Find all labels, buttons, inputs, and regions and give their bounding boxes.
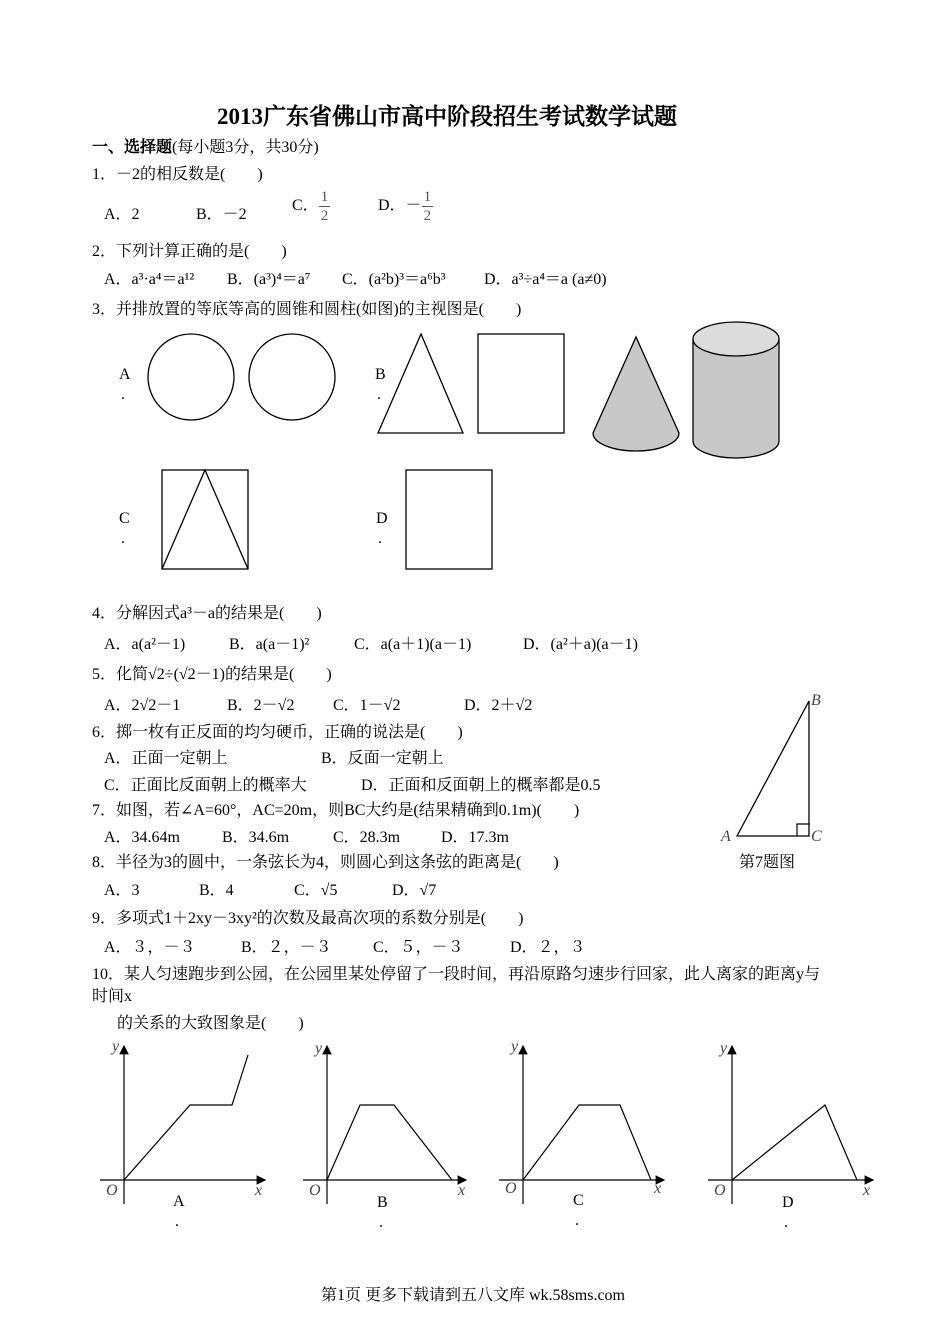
q7-option-b: B．34.6m (222, 829, 290, 846)
q7-label-a: A (721, 828, 731, 845)
section-note: (每小题3分，共30分) (172, 139, 319, 156)
q7-option-c: C．28.3m (333, 829, 401, 846)
page-footer: 第1页 更多下载请到五八文库 wk.58sms.com (321, 1287, 626, 1304)
graph-c-x-label: x (654, 1180, 662, 1197)
graph-a-y-label: y (112, 1038, 120, 1055)
graph-d-label: D (782, 1194, 794, 1211)
q5-option-c: C．1－√2 (333, 697, 401, 714)
graph-b-line (327, 1105, 452, 1180)
q9-option-a: A．３，－３ (104, 939, 196, 956)
q6-stem: 6．掷一枚有正反面的均匀硬币，正确的说法是( ) (92, 724, 463, 741)
q7-option-d: D．17.3m (441, 829, 510, 846)
graph-b-origin: O (309, 1182, 321, 1199)
q4-option-c: C．a(a＋1)(a－1) (354, 636, 472, 653)
q3-label-a: A (119, 366, 131, 383)
q6-option-a: A．正面一定朝上 (104, 750, 228, 767)
q6-option-d: D．正面和反面朝上的概率都是0.5 (361, 777, 601, 794)
q3-dot-a: . (121, 386, 125, 403)
q2-option-d: D．a³÷a⁴＝a (a≠0) (484, 271, 607, 288)
graph-c-line (523, 1105, 651, 1180)
q9-option-b: B．２，－３ (241, 939, 332, 956)
q1-option-c-label: C． (292, 197, 319, 215)
graph-a-line (124, 1055, 248, 1180)
q10-stem-line2: 时间x (92, 988, 133, 1005)
q5-option-d: D．2＋√2 (464, 697, 533, 714)
q7-label-c: C (811, 828, 822, 845)
graph-d-origin: O (714, 1182, 726, 1199)
q1-option-d-label: D．－ (378, 197, 422, 215)
graph-c-dot: . (575, 1212, 579, 1229)
q1-d-numerator: 1 (423, 189, 432, 205)
q10-stem-line3: 的关系的大致图象是( ) (117, 1015, 304, 1032)
q8-option-d: D．√7 (392, 882, 437, 899)
q1-c-numerator: 1 (320, 189, 329, 205)
q2-option-a: A．a³·a⁴＝a¹² (104, 271, 195, 288)
q6-option-c: C．正面比反面朝上的概率大 (104, 777, 307, 794)
page-title: 2013广东省佛山市高中阶段招生考试数学试题 (217, 104, 677, 129)
q3-dot-d: . (378, 530, 382, 547)
q7-label-b: B (811, 692, 821, 709)
q3-label-d: D (376, 510, 388, 527)
q4-stem: 4．分解因式a³－a的结果是( ) (92, 605, 322, 622)
graph-b-x-label: x (458, 1182, 466, 1199)
graph-c-y-label: y (511, 1038, 519, 1055)
q1-option-b: B．－2 (196, 206, 247, 223)
q7-caption: 第7题图 (739, 854, 796, 871)
graph-d-line (732, 1105, 857, 1180)
q3-label-c: C (119, 510, 130, 527)
q6-option-b: B．反面一定朝上 (321, 750, 444, 767)
q2-option-c: C．(a²b)³＝a⁶b³ (342, 271, 446, 288)
graph-b-y-label: y (315, 1040, 323, 1057)
q1-option-a: A．2 (104, 206, 140, 223)
q3-dot-b: . (377, 386, 381, 403)
graph-d-x-label: x (863, 1182, 871, 1199)
graph-c-label: C (573, 1192, 584, 1209)
graph-b-dot: . (379, 1214, 383, 1231)
q5-stem: 5．化简√2÷(√2－1)的结果是( ) (92, 666, 332, 683)
section-label: 一、选择题 (92, 139, 173, 156)
graph-b-label: B (377, 1194, 388, 1211)
q5-option-a: A．2√2－1 (104, 697, 181, 714)
q9-option-d: D．２，３ (510, 939, 586, 956)
q4-option-a: A．a(a²－1) (104, 636, 186, 653)
q8-stem: 8．半径为3的圆中，一条弦长为4，则圆心到这条弦的距离是( ) (92, 854, 559, 871)
q7-option-a: A．34.64m (104, 829, 181, 846)
q10-stem-line1: 10．某人匀速跑步到公园，在公园里某处停留了一段时间，再沿原路匀速步行回家，此人离家的距离y与 (92, 966, 821, 983)
q7-stem: 7．如图，若∠A=60°，AC=20m，则BC大约是(结果精确到0.1m)( ) (92, 802, 580, 819)
q4-option-b: B．a(a－1)² (229, 636, 310, 653)
q2-option-b: B．(a³)⁴＝a⁷ (227, 271, 311, 288)
q8-option-b: B．4 (199, 882, 234, 899)
q9-stem: 9．多项式1＋2xy－3xy²的次数及最高次项的系数分别是( ) (92, 910, 524, 927)
graph-a-x-label: x (255, 1182, 263, 1199)
graph-d-dot: . (784, 1214, 788, 1231)
q1-d-denominator: 2 (423, 208, 432, 224)
q4-option-d: D．(a²＋a)(a－1) (523, 636, 638, 653)
q8-option-a: A．3 (104, 882, 140, 899)
graph-a-dot: . (175, 1213, 179, 1230)
graph-c-origin: O (505, 1180, 517, 1197)
graph-a-origin: O (106, 1182, 118, 1199)
q2-stem: 2．下列计算正确的是( ) (92, 243, 287, 260)
q3-label-b: B (375, 366, 386, 383)
graph-d-y-label: y (720, 1040, 728, 1057)
graph-a-label: A (173, 1193, 185, 1210)
q1-c-denominator: 2 (320, 208, 329, 224)
q5-option-b: B．2－√2 (227, 697, 295, 714)
q3-stem: 3．并排放置的等底等高的圆锥和圆柱(如图)的主视图是( ) (92, 301, 522, 318)
q3-dot-c: . (121, 530, 125, 547)
q8-option-c: C．√5 (294, 882, 338, 899)
q9-option-c: C．５，－３ (373, 939, 464, 956)
q1-stem: 1．－2的相反数是( ) (92, 166, 263, 183)
